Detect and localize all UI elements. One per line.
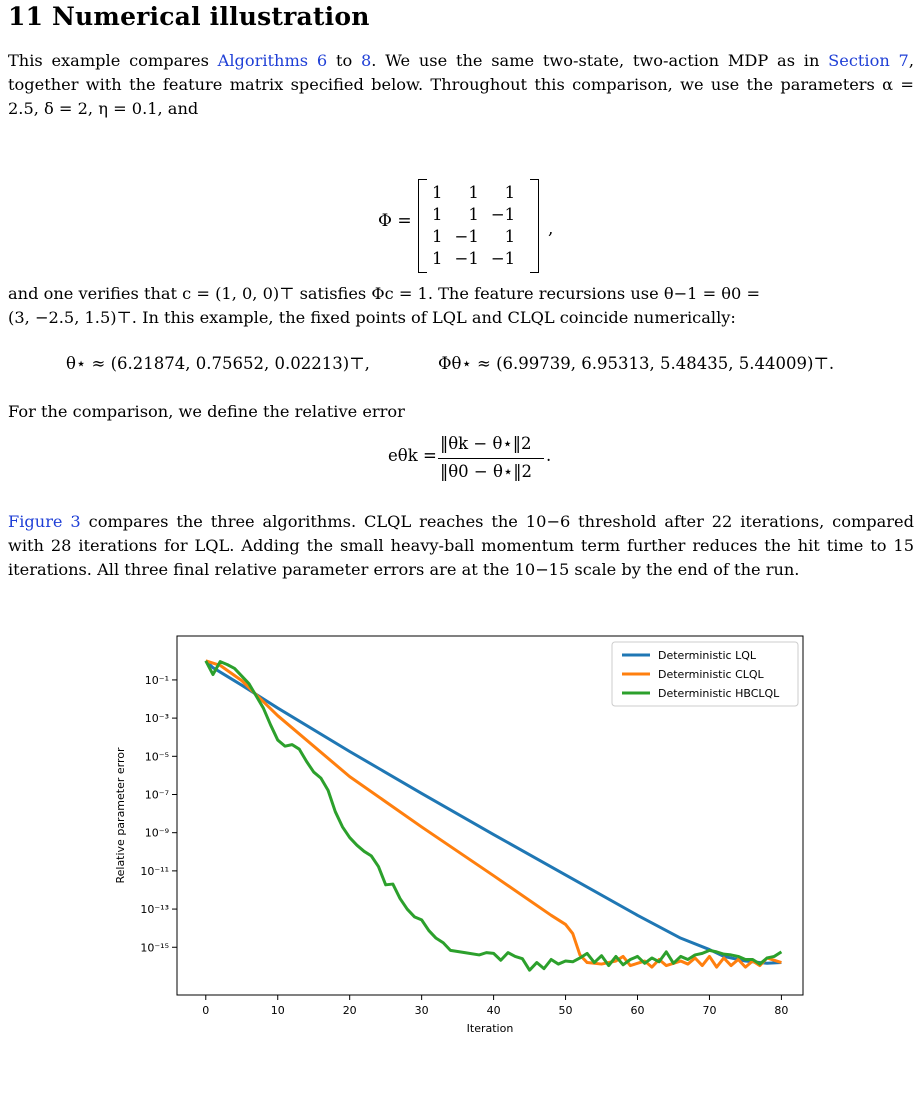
x-tick-label: 60 xyxy=(630,1004,645,1017)
matrix-row xyxy=(426,181,521,203)
matrix-cell: 1 xyxy=(432,226,443,246)
matrix-row xyxy=(426,247,521,269)
matrix-comma: , xyxy=(548,219,554,239)
matrix-cell: −1 xyxy=(454,248,479,268)
y-tick-label: 10⁻⁵ xyxy=(144,750,169,764)
figure-3-link[interactable]: Figure 3 xyxy=(8,512,81,531)
matrix-lhs: Φ = xyxy=(378,211,412,231)
fixed-point-phi-theta: Φθ⋆ ≈ (6.99739, 6.95313, 5.48435, 5.44009)⊤. xyxy=(438,354,835,373)
feature-matrix xyxy=(378,179,558,271)
y-tick-label: 10⁻³ xyxy=(144,712,169,726)
section-heading xyxy=(8,2,370,31)
error-denominator: ‖θ0 − θ⋆‖2 xyxy=(440,462,533,481)
y-axis-label: Relative parameter error xyxy=(114,747,127,884)
text-line: and one verifies that c = (1, 0, 0)⊤ satisfies Φc = 1. The feature recursions use θ−1 = θ0 = xyxy=(8,284,761,303)
matrix-cell: 1 xyxy=(432,204,443,224)
x-tick-label: 80 xyxy=(774,1004,789,1017)
matrix-table xyxy=(426,181,521,269)
x-tick-label: 50 xyxy=(558,1004,573,1017)
y-tick-label: 10⁻¹³ xyxy=(140,903,169,917)
y-tick-label: 10⁻⁷ xyxy=(144,788,169,802)
matrix-row xyxy=(426,203,521,225)
y-tick-label: 10⁻¹¹ xyxy=(140,864,169,878)
legend-entry: Deterministic HBCLQL xyxy=(658,687,780,700)
matrix-cell: 1 xyxy=(468,182,479,202)
y-tick-label: 10⁻¹ xyxy=(144,673,169,687)
matrix-cell: 1 xyxy=(468,204,479,224)
algorithm-8-link[interactable]: 8 xyxy=(360,51,372,70)
matrix-cell: 1 xyxy=(432,182,443,202)
matrix-cell: 1 xyxy=(432,248,443,268)
algorithms-link[interactable]: Algorithms 6 xyxy=(217,51,328,70)
section-7-link[interactable]: Section 7 xyxy=(828,51,909,70)
series-line-2 xyxy=(206,661,782,967)
x-tick-label: 70 xyxy=(702,1004,717,1017)
matrix-cell: −1 xyxy=(490,204,516,224)
x-tick-label: 40 xyxy=(486,1004,501,1017)
paragraph-intro xyxy=(8,49,914,121)
x-axis-label: Iteration xyxy=(466,1022,514,1035)
fraction-bar xyxy=(438,458,544,459)
matrix-cell: 1 xyxy=(504,226,516,246)
equation-period: . xyxy=(546,446,552,465)
fixed-point-theta: θ⋆ ≈ (6.21874, 0.75652, 0.02213)⊤, xyxy=(66,354,370,373)
x-tick-label: 30 xyxy=(414,1004,429,1017)
y-tick-label: 10⁻¹⁵ xyxy=(140,941,169,955)
paragraph-comparison xyxy=(8,510,914,582)
x-tick-label: 0 xyxy=(202,1004,210,1017)
y-tick-label: 10⁻⁹ xyxy=(144,826,169,840)
matrix-row xyxy=(426,225,521,247)
paragraph-verification xyxy=(8,282,914,330)
text-run: , together with the feature matrix specified below. Throughout this comparison, we use the parameters α = 2.5, δ = 2, η = 0.1, and xyxy=(8,51,914,118)
x-tick-label: 10 xyxy=(270,1004,285,1017)
text-run: to xyxy=(327,51,361,70)
error-lhs: eθk = xyxy=(388,446,437,465)
error-numerator: ‖θk − θ⋆‖2 xyxy=(440,434,532,453)
text-line: (3, −2.5, 1.5)⊤. In this example, the fixed points of LQL and CLQL coincide numerically: xyxy=(8,308,736,327)
text-run: This example compares xyxy=(8,51,218,70)
matrix-cell: 1 xyxy=(504,182,516,202)
series-line-3 xyxy=(206,661,782,970)
right-bracket xyxy=(530,179,539,273)
matrix-cell: −1 xyxy=(490,248,516,268)
text-run: . We use the same two-state, two-action MDP as in xyxy=(371,51,829,70)
matrix-cell: −1 xyxy=(454,226,479,246)
legend-entry: Deterministic CLQL xyxy=(658,668,764,681)
chart-legend xyxy=(612,642,798,706)
convergence-chart xyxy=(0,630,922,1090)
paragraph-error-intro: For the comparison, we define the relative error xyxy=(8,402,405,421)
section-number: 11 xyxy=(8,2,44,31)
x-tick-label: 20 xyxy=(342,1004,357,1017)
legend-entry: Deterministic LQL xyxy=(658,649,757,662)
section-title: Numerical illustration xyxy=(52,2,370,31)
text-run: compares the three algorithms. CLQL reaches the 10−6 threshold after 22 iterations, compared with 28 iterations for LQL. Adding the small heavy-ball momentum term further reduces the hit time to 15 iterations. All three final relative parameter errors are at the 10−15 scale by the end of the run. xyxy=(8,512,914,579)
